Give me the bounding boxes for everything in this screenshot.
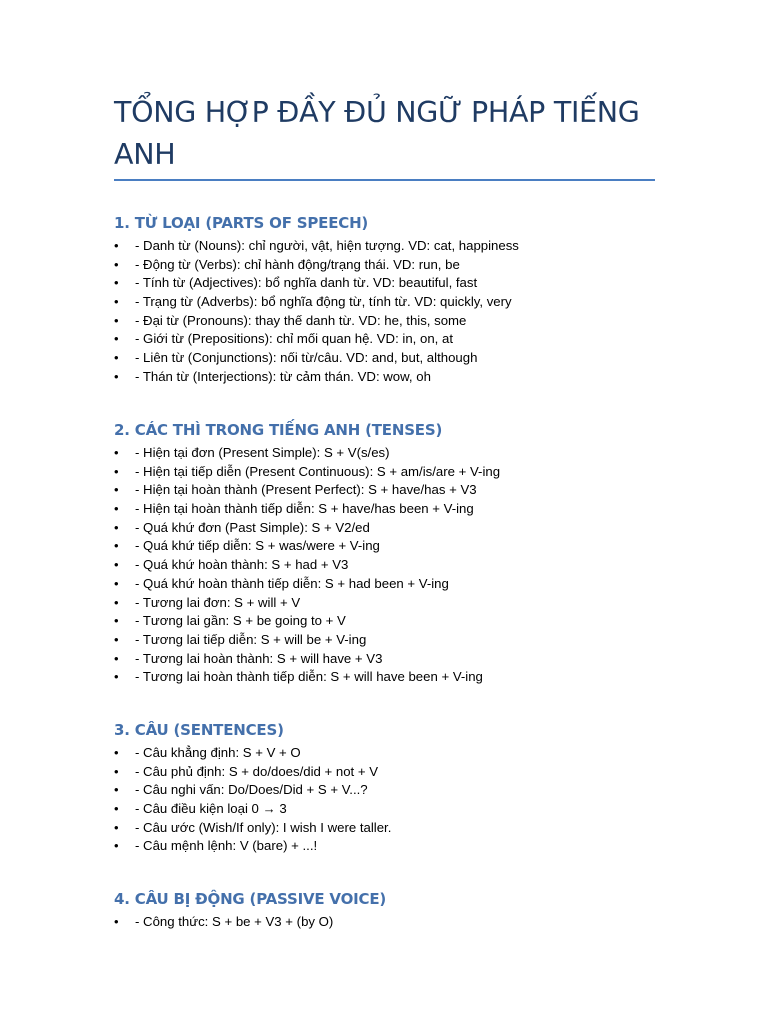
- list-item-text: - Danh từ (Nouns): chỉ người, vật, hiện tượng. VD: cat, happiness: [135, 238, 519, 253]
- list-item: [114, 575, 674, 594]
- bullet-icon: •: [114, 368, 119, 384]
- list-item-text: - Thán từ (Interjections): từ cảm thán. VD: wow, oh: [135, 368, 431, 384]
- section-item-list: [114, 237, 674, 387]
- list-item-text: - Câu nghi vấn: Do/Does/Did + S + V...?: [135, 782, 368, 798]
- list-item-text: - Tương lai đơn: S + will + V: [135, 594, 301, 610]
- section-item-list: [114, 913, 674, 932]
- list-item-text: - Hiện tại hoàn thành (Present Perfect): S + have/has + V3: [135, 482, 477, 498]
- list-item: [114, 650, 674, 669]
- document-title: TỔNG HỢP ĐẦY ĐỦ NGỮ PHÁP TIẾNG ANH: [114, 96, 640, 171]
- list-item: [114, 256, 674, 275]
- section-heading: 2. CÁC THÌ TRONG TIẾNG ANH (TENSES): [114, 421, 443, 439]
- bullet-icon: •: [114, 782, 119, 798]
- list-item: [114, 612, 674, 631]
- list-item-text: - Quá khứ đơn (Past Simple): S + V2/ed: [135, 519, 370, 535]
- bullet-icon: •: [114, 557, 119, 573]
- bullet-icon: •: [114, 538, 119, 554]
- list-item: [114, 631, 674, 650]
- list-item-text: - Quá khứ hoàn thành tiếp diễn: S + had been + V-ing: [135, 575, 449, 591]
- list-item: [114, 744, 674, 763]
- list-item-text: - Tương lai hoàn thành: S + will have + V3: [135, 650, 383, 666]
- section-parts-of-speech: [114, 213, 674, 387]
- list-item-text: - Hiện tại hoàn thành tiếp diễn: S + have/has been + V-ing: [135, 501, 474, 517]
- section-item-list: [114, 444, 674, 687]
- title-divider: [114, 179, 655, 181]
- list-item: [114, 293, 674, 312]
- bullet-icon: •: [114, 669, 119, 685]
- list-item: [114, 368, 674, 387]
- list-item: [114, 274, 674, 293]
- list-item: [114, 668, 674, 687]
- list-item: [114, 330, 674, 349]
- list-item-text: - Tương lai tiếp diễn: S + will be + V-ing: [135, 631, 367, 647]
- list-item-text: - Quá khứ tiếp diễn: S + was/were + V-ing: [135, 538, 380, 554]
- section-tenses: [114, 420, 674, 687]
- bullet-icon: •: [114, 745, 119, 760]
- bullet-icon: •: [114, 350, 119, 366]
- list-item-text: - Trạng từ (Adverbs): bổ nghĩa động từ, tính từ. VD: quickly, very: [135, 294, 512, 310]
- list-item-text: - Hiện tại đơn (Present Simple): S + V(s/es): [135, 445, 390, 460]
- list-item: [114, 500, 674, 519]
- list-item-text: - Câu ước (Wish/If only): I wish I were taller.: [135, 819, 392, 835]
- bullet-icon: •: [114, 801, 119, 817]
- section-item-list: [114, 744, 674, 856]
- bullet-icon: •: [114, 275, 119, 291]
- section-passive-voice: [114, 889, 674, 932]
- section-heading: 3. CÂU (SENTENCES): [114, 721, 284, 739]
- list-item-text: - Liên từ (Conjunctions): nối từ/câu. VD: and, but, although: [135, 350, 478, 366]
- list-item-text: - Tính từ (Adjectives): bổ nghĩa danh từ. VD: beautiful, fast: [135, 275, 478, 291]
- bullet-icon: •: [114, 238, 119, 253]
- list-item-text: - Quá khứ hoàn thành: S + had + V3: [135, 557, 349, 573]
- bullet-icon: •: [114, 294, 119, 310]
- bullet-icon: •: [114, 763, 119, 779]
- list-item: [114, 537, 674, 556]
- bullet-icon: •: [114, 463, 119, 479]
- list-item: [114, 594, 674, 613]
- bullet-icon: •: [114, 613, 119, 629]
- list-item-text: - Động từ (Verbs): chỉ hành động/trạng thái. VD: run, be: [135, 256, 460, 272]
- list-item: [114, 819, 674, 838]
- list-item-text: - Câu khẳng định: S + V + O: [135, 745, 301, 760]
- bullet-icon: •: [114, 312, 119, 328]
- list-item-text: - Câu phủ định: S + do/does/did + not + V: [135, 763, 379, 779]
- bullet-icon: •: [114, 838, 119, 854]
- bullet-icon: •: [114, 256, 119, 272]
- list-item: [114, 481, 674, 500]
- bullet-icon: •: [114, 631, 119, 647]
- list-item: [114, 519, 674, 538]
- list-item-text: - Hiện tại tiếp diễn (Present Continuous): S + am/is/are + V-ing: [135, 463, 501, 479]
- list-item-text: - Đại từ (Pronouns): thay thế danh từ. VD: he, this, some: [135, 312, 467, 328]
- bullet-icon: •: [114, 819, 119, 835]
- bullet-icon: •: [114, 575, 119, 591]
- list-item: [114, 800, 674, 819]
- list-item: [114, 556, 674, 575]
- list-item: [114, 913, 674, 932]
- bullet-icon: •: [114, 482, 119, 498]
- list-item: [114, 463, 674, 482]
- bullet-icon: •: [114, 445, 119, 460]
- bullet-icon: •: [114, 331, 119, 347]
- list-item: [114, 444, 674, 463]
- list-item-text: - Tương lai hoàn thành tiếp diễn: S + will have been + V-ing: [135, 669, 483, 685]
- list-item: [114, 237, 674, 256]
- list-item-text: - Công thức: S + be + V3 + (by O): [135, 914, 334, 929]
- section-heading: 1. TỪ LOẠI (PARTS OF SPEECH): [114, 214, 369, 232]
- bullet-icon: •: [114, 914, 119, 929]
- list-item: [114, 763, 674, 782]
- list-item-text: - Câu điều kiện loại 0 → 3: [135, 801, 287, 817]
- list-item-text: - Tương lai gần: S + be going to + V: [135, 613, 346, 629]
- list-item: [114, 837, 674, 856]
- bullet-icon: •: [114, 594, 119, 610]
- section-sentences: [114, 720, 674, 856]
- bullet-icon: •: [114, 501, 119, 517]
- list-item-text: - Giới từ (Prepositions): chỉ mối quan hệ. VD: in, on, at: [135, 331, 453, 347]
- section-heading: 4. CÂU BỊ ĐỘNG (PASSIVE VOICE): [114, 890, 387, 908]
- list-item: [114, 349, 674, 368]
- list-item: [114, 312, 674, 331]
- bullet-icon: •: [114, 650, 119, 666]
- bullet-icon: •: [114, 519, 119, 535]
- list-item-text: - Câu mệnh lệnh: V (bare) + ...!: [135, 838, 318, 854]
- list-item: [114, 781, 674, 800]
